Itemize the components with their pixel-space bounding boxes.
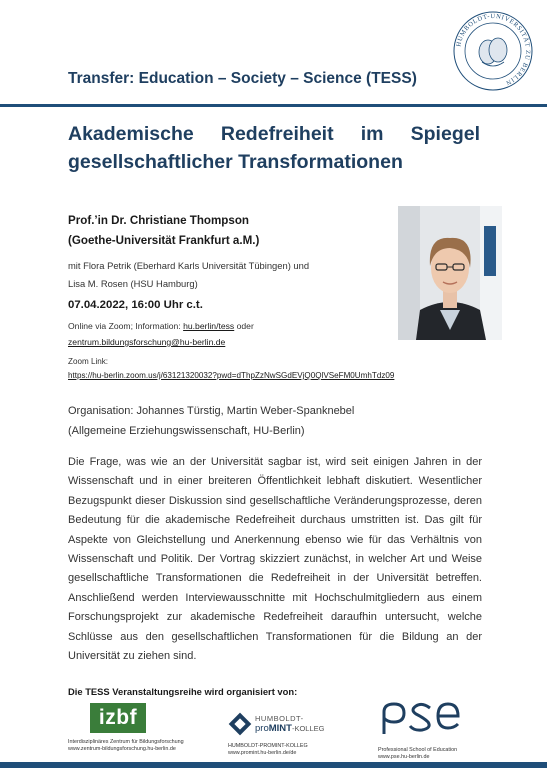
speaker-affiliation: (Goethe-Universität Frankfurt a.M.) [68,234,260,247]
series-title: Transfer: Education – Society – Science (TESS) [68,70,417,87]
info-prefix: Online via Zoom; Information: [68,321,184,331]
promint-logo-block [228,712,324,757]
promint-caption-1: HUMBOLDT-PROMINT-KOLLEG [228,743,308,749]
contact-email-link[interactable]: zentrum.bildungsforschung@hu-berlin.de [68,337,226,347]
tess-info-link[interactable]: hu.berlin/tess [183,321,235,331]
organisation-block [68,401,354,441]
seal-text: HUMBOLDT-UNIVERSITÄT ZU BERLIN [455,12,532,87]
co-authors [68,257,309,293]
pse-caption-2: www.pse.hu-berlin.de [378,754,430,760]
organisation-line-2: (Allgemeine Erziehungswissenschaft, HU-Berlin) [68,425,305,437]
pse-caption-1: Professional School of Education [378,747,458,753]
title-line-2: gesellschaftlicher Transformationen [68,151,403,173]
organisation-line-1: Organisation: Johannes Türstig, Martin Weber-Spanknebel [68,405,355,417]
promint-caption-2: www.promint.hu-berlin.de/de [228,750,297,756]
bottom-divider [0,762,547,768]
speaker-photo [398,206,502,340]
info-suffix: oder [234,321,254,331]
abstract-paragraph: Die Frage, was wie an der Universität sagbar ist, wird seit einigen Jahren in der Wissenschaft und in einer breiteren Öffentlichkeit lebhaft diskutiert. Wesentlicher Bezugspunkt dieser Diskussion sind gesellschaftliche Veränderungsprozesse, deren Bedeutung für die akademische Redefreiheit durchaus umstritten ist. Das gilt für Aspekte von Gleichstellung und Anerkennung ebenso wie für das Verhältnis von Wissenschaft und Politik. Der Vortrag skizziert zunächst, in welcher Art und Weise gesellschaftliche Transformationen die Redefreiheit in der Universität betreffen. Anschließend werden Interviewausschnitte mit Hochschulmitgliedern aus einem Forschungsprojekt zur akademische Redefreiheit daraufhin untersucht, welche Schlüsse aus den gesellschaftlichen Transformationen für die Bildung an der Universität zu ziehen sind. [68,456,482,663]
zoom-block [68,355,394,383]
co-authors-line-2: Lisa M. Rosen (HSU Hamburg) [68,278,198,289]
promint-diamond-icon [228,712,252,736]
event-date-time: 07.04.2022, 16:00 Uhr c.t. [68,299,203,311]
pse-logo [378,698,462,738]
promint-logo-kolleg: -KOLLEG [291,724,325,733]
top-divider [0,104,547,107]
promint-logo [228,712,324,736]
speaker-name: Prof.’in Dr. Christiane Thompson [68,214,250,227]
zoom-link[interactable]: https://hu-berlin.zoom.us/j/63121320032?pwd=dThpZzNwSGdEVjQ0QlVSeFM0UmhTdz09 [68,371,395,380]
lecture-title [68,120,480,176]
promint-logo-top: HUMBOLDT- [255,714,304,723]
izbf-caption-2: www.zentrum-bildungsforschung.hu-berlin.de [68,746,176,752]
event-info [68,318,254,350]
pse-logo-block [378,698,462,761]
co-authors-line-1: mit Flora Petrik (Eberhard Karls Universität Tübingen) und [68,260,310,271]
organizers-heading: Die TESS Veranstaltungsreihe wird organisiert von: [68,686,298,697]
izbf-caption-1: Interdisziplinäres Zentrum für Bildungsforschung [68,739,184,745]
promint-logo-mint: MINT [268,723,292,734]
title-line-1: Akademische Redefreiheit im Spiegel [68,123,480,145]
university-seal-logo [452,10,534,92]
zoom-label: Zoom Link: [68,357,109,366]
promint-logo-pro: pro [255,723,269,734]
izbf-logo: izbf [90,703,146,733]
izbf-logo-block [68,703,184,753]
speaker-block [68,211,259,251]
